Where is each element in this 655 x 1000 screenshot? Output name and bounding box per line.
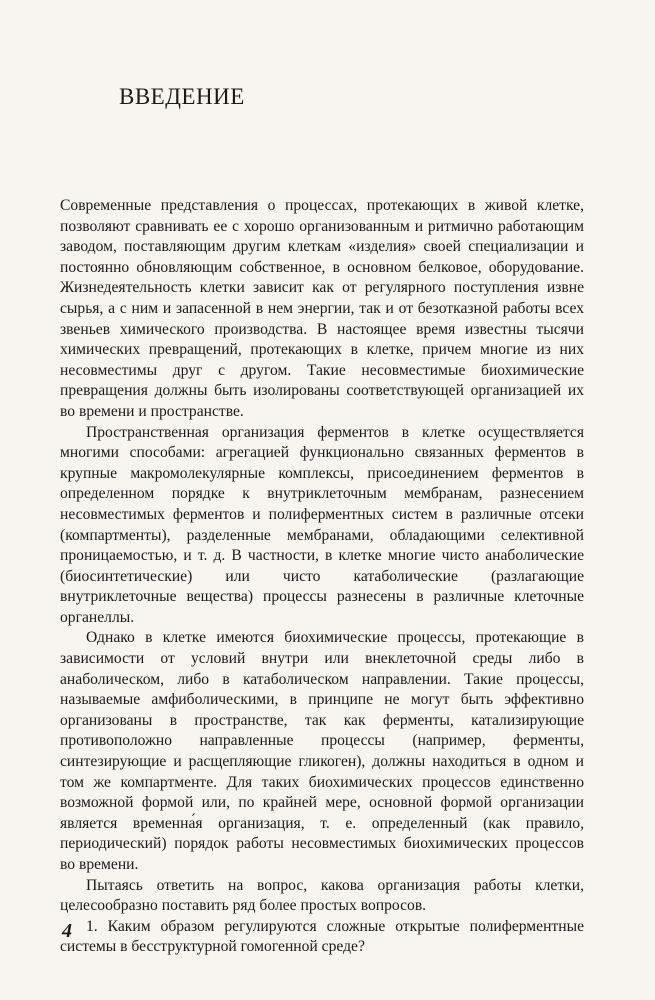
chapter-title: ВВЕДЕНИЕ: [119, 84, 245, 109]
body-text: [60, 196, 584, 958]
paragraph-4: Пытаясь ответить на вопрос, какова организация работы клетки, целесообразно поставить ряд более простых вопросов.: [60, 876, 584, 915]
paragraph-1: Современные представления о процессах, протекающих в живой клетке, позволяют сравнивать ее с хорошо организованным и ритмично работающим заводом, поставляющим другим клеткам «изделия» своей специализации и постоянно обновляющим собственное, в основном белковое, оборудование. Жизнедеятельность клетки зависит как от регулярного поступления извне сырья, а с ним и запасенной в нем энергии, так и от безотказной работы всех звеньев химического производства. В настоящее время известны тысячи химических превращений, протекающих в клетке, причем многие из них несовместимы друг с другом. Такие несовместимые биохимические превращения должны быть изолированы соответствующей организацией их во времени и пространстве.: [60, 197, 584, 420]
paragraph-5: 1. Каким образом регулируются сложные открытые полиферментные системы в бесструктурной гомогенной среде?: [60, 917, 584, 956]
page-number: 4: [62, 920, 72, 942]
paragraph-3: Однако в клетке имеются биохимические процессы, протекающие в зависимости от условий внутри или внеклеточной среды либо в анаболическом, либо в катаболическом направлении. Такие процессы, называемые амфиболическими, в принципе не могут быть эффективно организованы в пространстве, так как ферменты, катализирующие противоположно направленные процессы (например, ферменты, синтезирующие и расщепляющие гликоген), должны находиться в одном и том же компартменте. Для таких биохимических процессов единственно возможной формой или, по крайней мере, основной формой организации является временна́я организация, т. е. определенный (как правило, периодический) порядок работы несовместимых биохимических процессов во времени.: [60, 629, 584, 873]
paragraph-2: Пространственная организация ферментов в клетке осуществляется многими способами: агрегацией функционально связанных ферментов в крупные макромолекулярные комплексы, присоединением ферментов в определенном порядке к внутриклеточным мембранам, разнесением несовместимых ферментов и полиферментных систем в различные отсеки (компартменты), разделенные мембранами, обладающими селективной проницаемостью, и т. д. В частности, в клетке многие чисто анаболические (биосинтетические) или чисто катаболические (разлагающие внутриклеточные вещества) процессы разнесены в различные клеточные органеллы.: [60, 423, 584, 626]
